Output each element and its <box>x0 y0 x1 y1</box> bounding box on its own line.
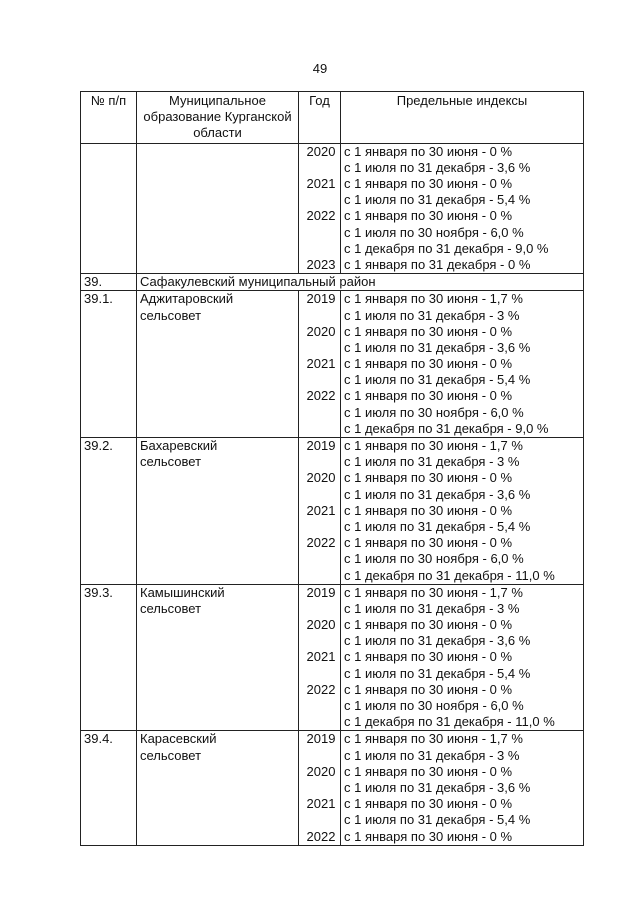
table-header-row <box>81 92 584 144</box>
year-value: 2020 <box>306 617 336 633</box>
year-cell <box>299 291 341 438</box>
year-value: 2020 <box>306 323 336 339</box>
index-line: с 1 января по 30 июня - 1,7 % <box>344 731 523 747</box>
index-line: с 1 июля по 31 декабря - 3 % <box>344 307 520 323</box>
index-line: с 1 января по 30 июня - 0 % <box>344 208 513 224</box>
year-spacer <box>302 551 340 567</box>
index-line: с 1 июля по 31 декабря - 5,4 % <box>344 518 531 534</box>
year-spacer <box>302 405 340 421</box>
year-value: 2022 <box>306 388 336 404</box>
year-spacer <box>302 568 340 584</box>
index-line: с 1 декабря по 31 декабря - 11,0 % <box>344 567 555 583</box>
index-line: с 1 июля по 31 декабря - 3,6 % <box>344 339 531 355</box>
year-spacer <box>302 601 340 617</box>
year-spacer <box>302 519 340 535</box>
year-value: 2019 <box>306 731 336 747</box>
year-value: 2021 <box>306 502 336 518</box>
index-line: с 1 января по 30 июня - 0 % <box>344 828 513 844</box>
indices-cell <box>341 731 584 845</box>
index-line: с 1 января по 30 июня - 0 % <box>344 796 513 812</box>
year-value: 2022 <box>306 535 336 551</box>
indices-cell <box>341 291 584 438</box>
num-cell: 39.3. <box>81 584 137 731</box>
year-spacer <box>302 666 340 682</box>
year-value: 2022 <box>306 208 336 224</box>
year-value: 2021 <box>306 175 336 191</box>
index-line: с 1 января по 30 июня - 0 % <box>344 388 513 404</box>
index-line: с 1 июля по 31 декабря - 3 % <box>344 747 520 763</box>
index-line: с 1 января по 30 июня - 0 % <box>344 649 513 665</box>
year-cell <box>299 143 341 274</box>
municipality-cell <box>137 291 299 438</box>
index-line: с 1 июля по 31 декабря - 3,6 % <box>344 633 531 649</box>
municipality-cell <box>137 731 299 845</box>
header-num: № п/п <box>81 92 137 144</box>
header-municipality: Муниципальное образование Курганской области <box>137 92 299 144</box>
year-cell <box>299 731 341 845</box>
index-line: с 1 января по 30 июня - 0 % <box>344 763 513 779</box>
year-spacer <box>302 698 340 714</box>
year-spacer <box>302 241 340 257</box>
year-value: 2021 <box>306 649 336 665</box>
table-row <box>81 291 584 438</box>
index-line: с 1 июля по 31 декабря - 5,4 % <box>344 372 531 388</box>
index-line: с 1 декабря по 31 декабря - 11,0 % <box>344 714 555 730</box>
year-spacer <box>302 372 340 388</box>
index-line: с 1 января по 30 июня - 0 % <box>344 617 513 633</box>
index-line: с 1 января по 30 июня - 0 % <box>344 502 513 518</box>
table-row <box>81 438 584 585</box>
index-line: с 1 января по 30 июня - 1,7 % <box>344 584 523 600</box>
year-value: 2019 <box>306 584 336 600</box>
municipality-name-line: Аджитаровский <box>140 291 234 307</box>
year-spacer <box>302 633 340 649</box>
year-spacer <box>302 225 340 241</box>
tariff-index-table <box>80 91 584 846</box>
indices-cell <box>341 143 584 274</box>
page-number: 49 <box>312 61 328 76</box>
year-value: 2023 <box>306 256 336 272</box>
index-line: с 1 июля по 31 декабря - 3,6 % <box>344 159 531 175</box>
year-cell <box>299 438 341 585</box>
year-spacer <box>302 308 340 324</box>
index-line: с 1 января по 30 июня - 0 % <box>344 470 513 486</box>
municipality-name-line: Камышинский <box>140 584 225 600</box>
indices-cell <box>341 584 584 731</box>
year-spacer <box>302 780 340 796</box>
table-row <box>81 584 584 731</box>
municipality-cell <box>137 143 299 274</box>
year-value: 2022 <box>306 681 336 697</box>
municipality-name-line: Бахаревский <box>140 438 218 453</box>
num-cell: 39.2. <box>81 438 137 585</box>
year-value: 2020 <box>306 143 336 159</box>
index-line: с 1 января по 30 июня - 0 % <box>344 535 513 551</box>
year-value: 2022 <box>306 828 336 844</box>
num-cell: 39.1. <box>81 291 137 438</box>
year-spacer <box>302 340 340 356</box>
index-line: с 1 июля по 31 декабря - 5,4 % <box>344 192 531 208</box>
table-body <box>81 143 584 845</box>
year-spacer <box>302 748 340 764</box>
index-line: с 1 июля по 30 ноября - 6,0 % <box>344 551 524 567</box>
year-spacer <box>302 812 340 828</box>
index-line: с 1 июля по 31 декабря - 5,4 % <box>344 812 531 828</box>
year-value: 2021 <box>306 796 336 812</box>
index-line: с 1 декабря по 31 декабря - 9,0 % <box>344 240 549 256</box>
index-line: с 1 июля по 31 декабря - 3,6 % <box>344 486 531 502</box>
num-cell: 39.4. <box>81 731 137 845</box>
header-indices: Предельные индексы <box>341 92 584 144</box>
section-row <box>81 274 584 291</box>
indices-cell <box>341 438 584 585</box>
municipality-cell <box>137 438 299 585</box>
municipality-cell <box>137 584 299 731</box>
index-line: с 1 января по 30 июня - 0 % <box>344 143 513 159</box>
municipality-name-line: сельсовет <box>140 454 202 470</box>
year-value: 2019 <box>306 291 336 307</box>
index-line: с 1 января по 31 декабря - 0 % <box>344 256 531 272</box>
year-value: 2020 <box>306 470 336 486</box>
year-spacer <box>302 421 340 437</box>
year-value: 2019 <box>306 438 336 453</box>
index-line: с 1 января по 30 июня - 0 % <box>344 323 513 339</box>
index-line: с 1 июля по 31 декабря - 3 % <box>344 454 520 470</box>
index-line: с 1 января по 30 июня - 1,7 % <box>344 438 523 453</box>
index-line: с 1 июля по 31 декабря - 3,6 % <box>344 779 531 795</box>
year-value: 2020 <box>306 763 336 779</box>
index-line: с 1 января по 30 июня - 0 % <box>344 356 513 372</box>
year-spacer <box>302 714 340 730</box>
index-line: с 1 июля по 30 ноября - 6,0 % <box>344 698 524 713</box>
year-spacer <box>302 487 340 503</box>
year-spacer <box>302 160 340 176</box>
year-spacer <box>302 192 340 208</box>
index-line: с 1 июля по 30 ноября - 6,0 % <box>344 404 524 420</box>
index-line: с 1 декабря по 31 декабря - 9,0 % <box>344 420 549 436</box>
municipality-name-line: сельсовет <box>140 747 202 763</box>
section-name: Сафакулевский муниципальный район <box>137 274 584 291</box>
municipality-name-line: сельсовет <box>140 600 202 616</box>
index-line: с 1 января по 30 июня - 0 % <box>344 681 513 697</box>
year-cell <box>299 584 341 731</box>
table-row <box>81 143 584 274</box>
index-line: с 1 января по 30 июня - 0 % <box>344 175 513 191</box>
index-line: с 1 января по 30 июня - 1,7 % <box>344 291 523 307</box>
year-value: 2021 <box>306 356 336 372</box>
section-num: 39. <box>81 274 137 291</box>
table-row <box>81 731 584 845</box>
index-line: с 1 июля по 31 декабря - 3 % <box>344 600 520 616</box>
index-line: с 1 июля по 31 декабря - 5,4 % <box>344 665 531 681</box>
municipality-name-line: Карасевский <box>140 731 217 747</box>
num-cell <box>81 143 137 274</box>
municipality-name-line: сельсовет <box>140 307 202 323</box>
index-line: с 1 июля по 30 ноября - 6,0 % <box>344 224 524 240</box>
header-year: Год <box>299 92 341 144</box>
year-spacer <box>302 454 340 470</box>
